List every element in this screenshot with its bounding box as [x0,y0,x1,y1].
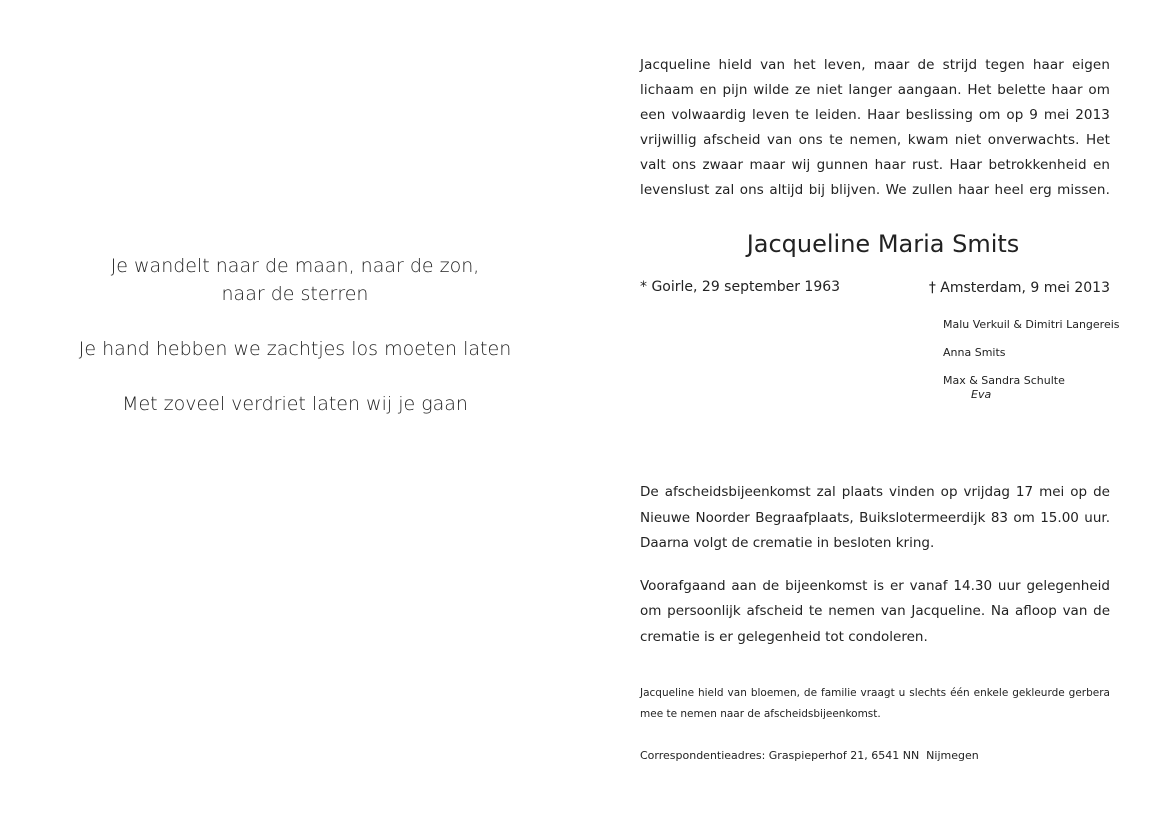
intro-line: vrijwillig afscheid van ons te nemen, kwam niet onverwachts. Het [640,132,1110,148]
intro-line: lichaam en pijn wilde ze niet langer aangaan. Het belette haar om [640,82,1110,98]
service-line: De afscheidsbijeenkomst zal plaats vinden op vrijdag 17 mei op de [640,484,1110,500]
correspondence-address: Correspondentieadres: Graspieperhof 21, 6541 NN Nijmegen [640,749,979,762]
poem-line: Je wandelt naar de maan, naar de zon, [110,255,480,277]
family-group-1: Malu Verkuil & Dimitri Langereis [943,318,1120,331]
intro-line: Jacqueline hield van het leven, maar de strijd tegen haar eigen [640,57,1110,73]
birth-date: * Goirle, 29 september 1963 [640,279,841,295]
service-line: om persoonlijk afscheid te nemen van Jacqueline. Na afloop van de [640,603,1110,619]
intro-line: een volwaardig leven te leiden. Haar beslissing om op 9 mei 2013 [640,107,1110,123]
family-group-3-parents: Max & Sandra Schulte [943,374,1065,387]
service-line: Daarna volgt de crematie in besloten kring. [640,535,935,551]
service-line: crematie is er gelegenheid tot condoleren. [640,628,928,645]
service-info [640,480,1110,667]
poem-line: naar de sterren [221,283,369,305]
intro-paragraph [640,53,1110,203]
service-line: Nieuwe Noorder Begraafplaats, Buikslotermeerdijk 83 om 15.00 uur. [640,509,1110,526]
poem-stanza-3 [40,390,550,418]
flowers-line: Jacqueline hield van bloemen, de familie vraagt u slechts één enkele gekleurde gerbera [640,687,1110,699]
poem-stanza-2 [40,335,550,363]
life-dates [640,277,1110,299]
deceased-name: Jacqueline Maria Smits [746,230,1020,258]
death-date: † Amsterdam, 9 mei 2013 [928,280,1110,296]
service-paragraph-2 [640,574,1110,651]
service-paragraph-1 [640,480,1110,557]
family-group-2: Anna Smits [943,346,1006,359]
intro-line: valt ons zwaar maar wij gunnen haar rust. Haar betrokkenheid en [640,157,1110,173]
flowers-line: mee te nemen naar de afscheidsbijeenkomst. [640,708,881,720]
poem [40,252,550,418]
family-group-3-child: Eva [971,388,992,401]
poem-stanza-1 [40,252,550,308]
poem-line: Je hand hebben we zachtjes los moeten laten [78,338,512,360]
family-group-3 [943,374,1143,402]
flowers-note [640,683,1110,725]
service-line: Voorafgaand aan de bijeenkomst is er vanaf 14.30 uur gelegenheid [640,577,1110,594]
intro-line: levenslust zal ons altijd bij blijven. We zullen haar heel erg missen. [640,182,1110,198]
poem-line: Met zoveel verdriet laten wij je gaan [122,393,468,415]
family-list [943,318,1143,416]
